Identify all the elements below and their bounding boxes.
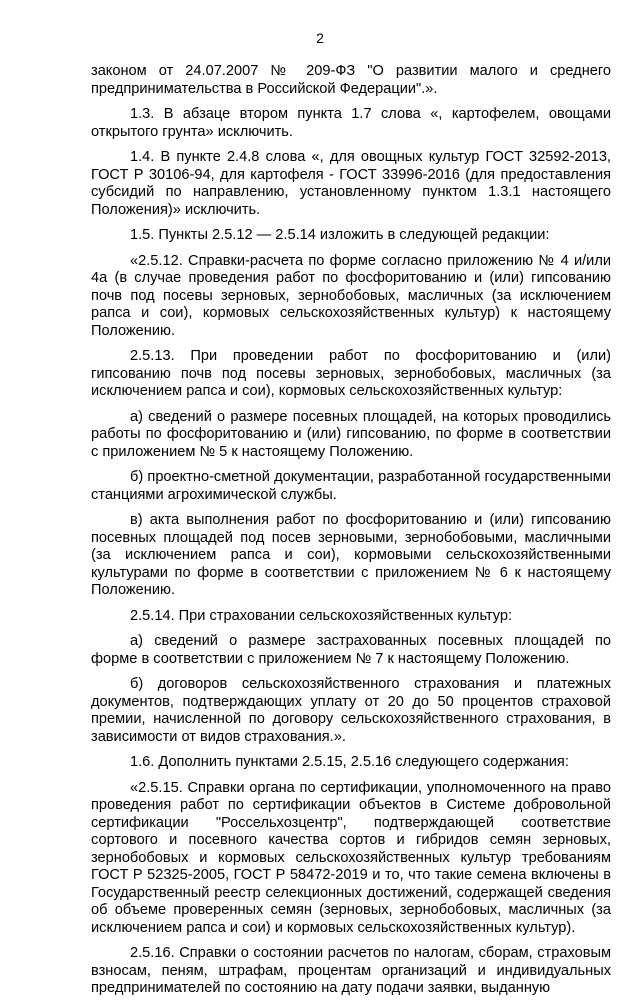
paragraph-1-4: 1.4. В пункте 2.4.8 слова «, для овощных культур ГОСТ 32592-2013, ГОСТ Р 30106-94, для картофеля - ГОСТ 33996-2016 (для предоставления субсидий по направлению, установленному пунктом 1.3.1 настоящего Положения)» исключить. xyxy=(91,149,611,218)
paragraph-2-5-14-b: б) договоров сельскохозяйственного страхования и платежных документов, подтверждающих уплату от 20 до 50 процентов страховой премии, начисленной по договору сельскохозяйственного страхования, в зависимости от видов страхования.». xyxy=(91,676,611,745)
paragraph-2-5-15: «2.5.15. Справки органа по сертификации, уполномоченного на право проведения работ по сертификации объектов в Системе добровольной сертификации "Россельхозцентр", подтверждающей соответствие сортового и посевного качества сортов и гибридов семян зерновых, зернобобовых и кормовых сельскохозяйственных культур требованиям ГОСТ Р 52325-2005, ГОСТ Р 58472-2019 и то, что такие семена включены в Государственный реестр селекционных достижений, содержащей сведения об объеме проверенных семян (зерновых, зернобобовых, масличных (за исключением рапса и сои) и кормовых сельскохозяйственных культур). xyxy=(91,779,611,936)
paragraph-2-5-16: 2.5.16. Справки о состоянии расчетов по налогам, сборам, страховым взносам, пеням, штрафам, процентам организаций и индивидуальных предпринимателей по состоянию на дату подачи заявки, выданную xyxy=(91,945,611,996)
paragraph-law-reference: законом от 24.07.2007 № 209-ФЗ "О развитии малого и среднего предпринимательства в Российской Федерации".». xyxy=(91,63,611,97)
paragraph-1-5: 1.5. Пункты 2.5.12 — 2.5.14 изложить в следующей редакции: xyxy=(130,227,550,243)
paragraph-2-5-12: «2.5.12. Справки-расчета по форме согласно приложению № 4 и/или 4а (в случае проведения работ по фосфоритованию и (или) гипсованию почв под посевы зерновых, зернобобовых, масличных (за исключением рапса и сои), кормовых сельскохозяйственных культур) к настоящему Положению. xyxy=(91,252,611,339)
paragraph-1-6: 1.6. Дополнить пунктами 2.5.15, 2.5.16 следующего содержания: xyxy=(130,754,569,770)
page-number: 2 xyxy=(316,30,324,46)
paragraph-2-5-13-v: в) акта выполнения работ по фосфоритованию и (или) гипсованию посевных площадей под посев зерновыми, зернобобовыми, масличными (за исключением рапса и сои), кормовыми сельскохозяйственными культурами по форме в соответствии с приложением № 6 к настоящему Положению. xyxy=(91,512,611,598)
paragraph-2-5-14: 2.5.14. При страховании сельскохозяйственных культур: xyxy=(130,607,513,624)
paragraph-2-5-13: 2.5.13. При проведении работ по фосфоритованию и (или) гипсованию почв под посевы зерновых, зернобобовых, масличных (за исключением рапса и сои), кормовых сельскохозяйственных культур: xyxy=(91,348,611,399)
paragraph-2-5-14-a: а) сведений о размере застрахованных посевных площадей по форме в соответствии с приложением № 7 к настоящему Положению. xyxy=(91,633,611,667)
paragraph-2-5-13-a: а) сведений о размере посевных площадей, на которых проводились работы по фосфоритованию и (или) гипсованию, по форме в соответствии с приложением № 5 к настоящему Положению. xyxy=(91,408,611,460)
document-body xyxy=(91,63,611,1006)
paragraph-1-3: 1.3. В абзаце втором пункта 1.7 слова «, картофелем, овощами открытого грунта» исключить. xyxy=(91,106,611,140)
paragraph-2-5-13-b: б) проектно-сметной документации, разработанной государственными станциями агрохимической службы. xyxy=(91,469,611,503)
